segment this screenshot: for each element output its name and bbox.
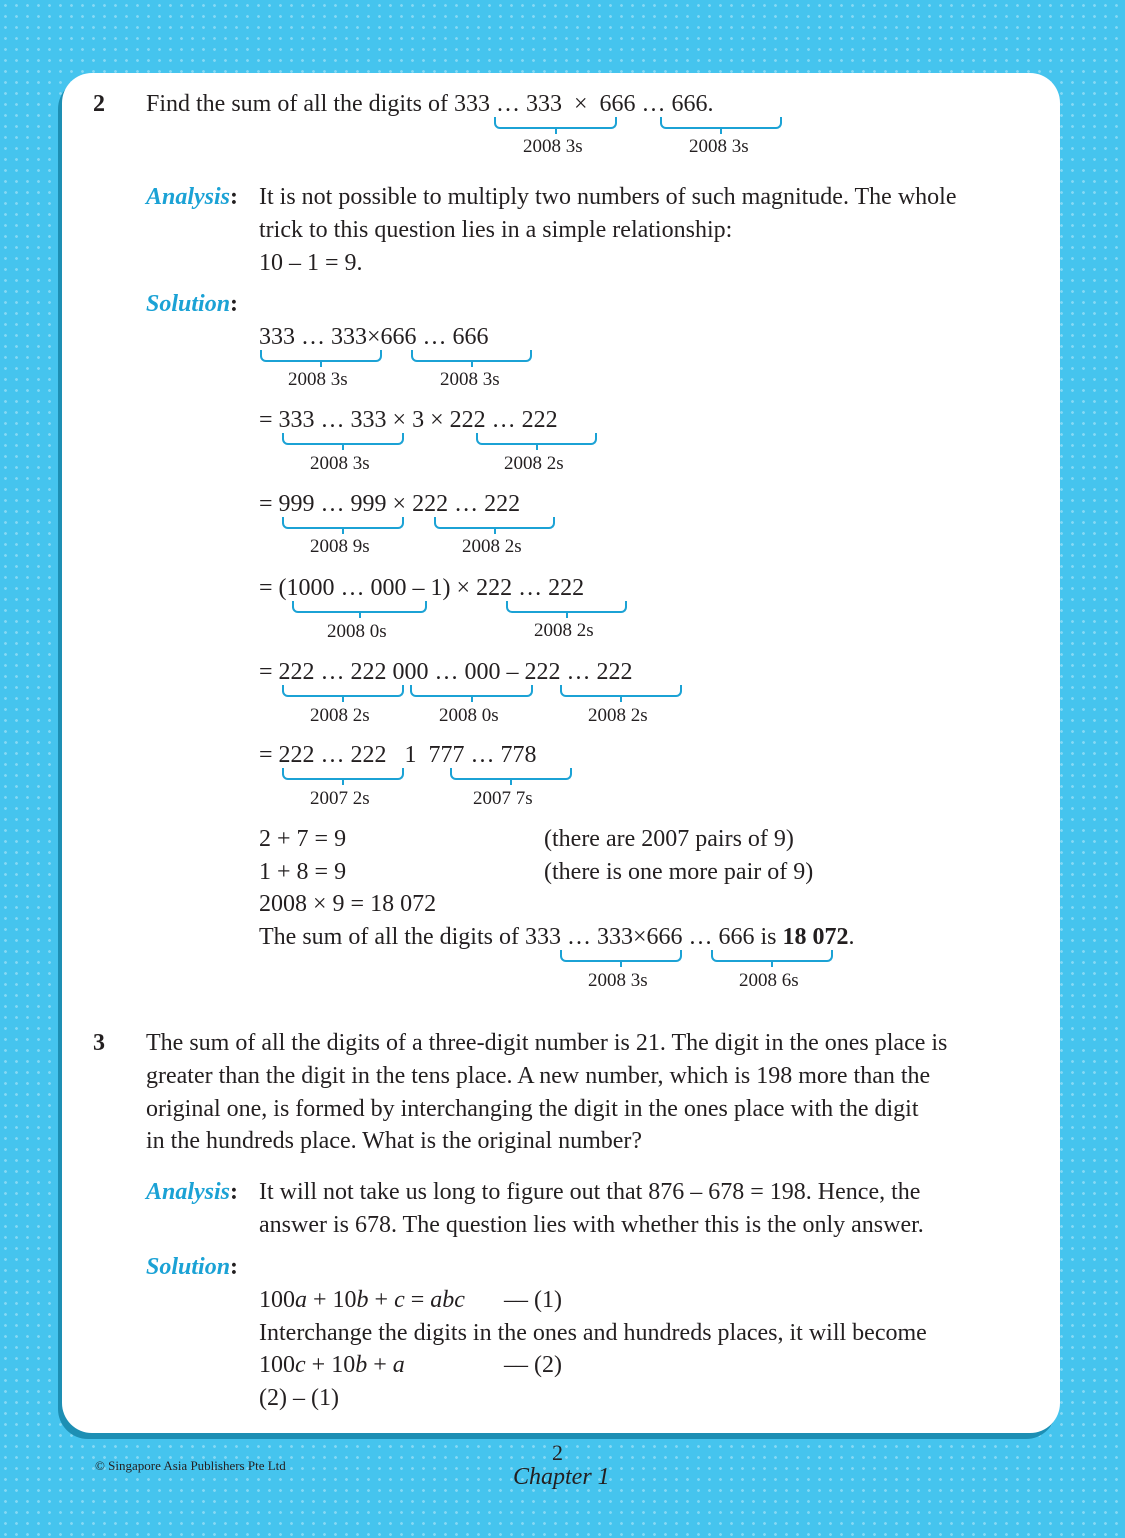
brace-label: 2007 2s — [310, 788, 370, 809]
analysis-line: trick to this question lies in a simple relationship: — [259, 217, 733, 243]
brace-label: 2008 6s — [739, 970, 799, 991]
underbrace — [476, 433, 597, 445]
question-line: in the hundreds place. What is the original number? — [146, 1128, 643, 1154]
brace-label: 2008 9s — [310, 536, 370, 557]
equation-tag: –– (2) — [504, 1352, 562, 1378]
underbrace — [282, 768, 404, 780]
question-text: Find the sum of all the digits of 333 … 333 × 666 … 666. — [146, 88, 714, 121]
brace-label: 2008 2s — [534, 620, 594, 641]
question-line: The sum of all the digits of a three-digit number is 21. The digit in the ones place is — [146, 1030, 948, 1056]
brace-label: 2008 0s — [439, 705, 499, 726]
underbrace — [560, 685, 682, 697]
equation-tag: –– (1) — [504, 1287, 562, 1313]
brace-label: 2008 3s — [588, 970, 648, 991]
equation-2: 100c + 10b + a — [259, 1352, 405, 1378]
chapter-label: Chapter 1 — [513, 1464, 610, 1490]
underbrace — [434, 517, 555, 529]
question-line: greater than the digit in the tens place. A new number, which is 198 more than the — [146, 1063, 931, 1089]
answer: 18 072 — [782, 924, 849, 950]
conclusion-line: The sum of all the digits of 333 … 333×666 … 666 is 18 072. — [259, 924, 855, 950]
underbrace — [506, 601, 627, 613]
brace-label: 2008 0s — [327, 621, 387, 642]
underbrace — [711, 950, 833, 962]
brace-label: 2008 2s — [504, 453, 564, 474]
number-group: 333 … 333 — [453, 91, 562, 117]
underbrace — [450, 768, 572, 780]
interchange-line: Interchange the digits in the ones and hundreds places, it will become — [259, 1320, 927, 1346]
brace-label: 2008 3s — [310, 453, 370, 474]
solution-step: 333 … 333×666 … 666 — [259, 324, 489, 350]
underbrace — [282, 433, 404, 445]
underbrace — [494, 117, 617, 129]
pair-note: (there are 2007 pairs of 9) — [544, 826, 794, 852]
brace-label: 2008 3s — [440, 369, 500, 390]
brace-label: 2008 3s — [288, 369, 348, 390]
underbrace — [411, 350, 532, 362]
pair-note: (there is one more pair of 9) — [544, 859, 814, 885]
brace-label: 2008 2s — [588, 705, 648, 726]
solution-step: = 222 … 222 1 777 … 778 — [259, 742, 537, 768]
pair-expression: 1 + 8 = 9 — [259, 859, 347, 885]
solution-label: Solution: — [146, 291, 239, 317]
copyright: © Singapore Asia Publishers Pte Ltd — [95, 1458, 286, 1473]
underbrace — [560, 950, 682, 962]
brace-label: 2007 7s — [473, 788, 533, 809]
analysis-line: It will not take us long to figure out that 876 – 678 = 198. Hence, the — [259, 1179, 921, 1205]
analysis-line: answer is 678. The question lies with whether this is the only answer. — [259, 1212, 924, 1238]
question-line: original one, is formed by interchanging the digit in the ones place with the digit — [146, 1096, 919, 1122]
underbrace — [282, 685, 404, 697]
solution-step: = (1000 … 000 – 1) × 222 … 222 — [259, 575, 585, 601]
underbrace — [260, 350, 382, 362]
page-number: 2 — [552, 1440, 563, 1465]
underbrace — [292, 601, 427, 613]
equation-1: 100a + 10b + c = abc — [259, 1287, 465, 1313]
brace-label: 2008 3s — [689, 136, 749, 157]
underbrace — [410, 685, 533, 697]
solution-step: = 999 … 999 × 222 … 222 — [259, 491, 521, 517]
analysis-line: It is not possible to multiply two numbers of such magnitude. The whole — [259, 184, 957, 210]
question-number: 2 — [93, 91, 105, 117]
product-line: 2008 × 9 = 18 072 — [259, 891, 437, 917]
solution-step: = 333 … 333 × 3 × 222 … 222 — [259, 407, 558, 433]
analysis-line: 10 – 1 = 9. — [259, 250, 363, 276]
solution-step: = 222 … 222 000 … 000 – 222 … 222 — [259, 659, 633, 685]
solution-label: Solution: — [146, 1254, 239, 1280]
brace-label: 2008 2s — [462, 536, 522, 557]
brace-label: 2008 3s — [523, 136, 583, 157]
equation-3: (2) – (1) — [259, 1385, 339, 1411]
analysis-label: Analysis: — [146, 1179, 239, 1205]
underbrace — [660, 117, 782, 129]
underbrace — [282, 517, 404, 529]
number-group: 666 … 666 — [599, 91, 708, 117]
pair-expression: 2 + 7 = 9 — [259, 826, 347, 852]
brace-label: 2008 2s — [310, 705, 370, 726]
question-number: 3 — [93, 1030, 105, 1056]
analysis-label: Analysis: — [146, 184, 239, 210]
